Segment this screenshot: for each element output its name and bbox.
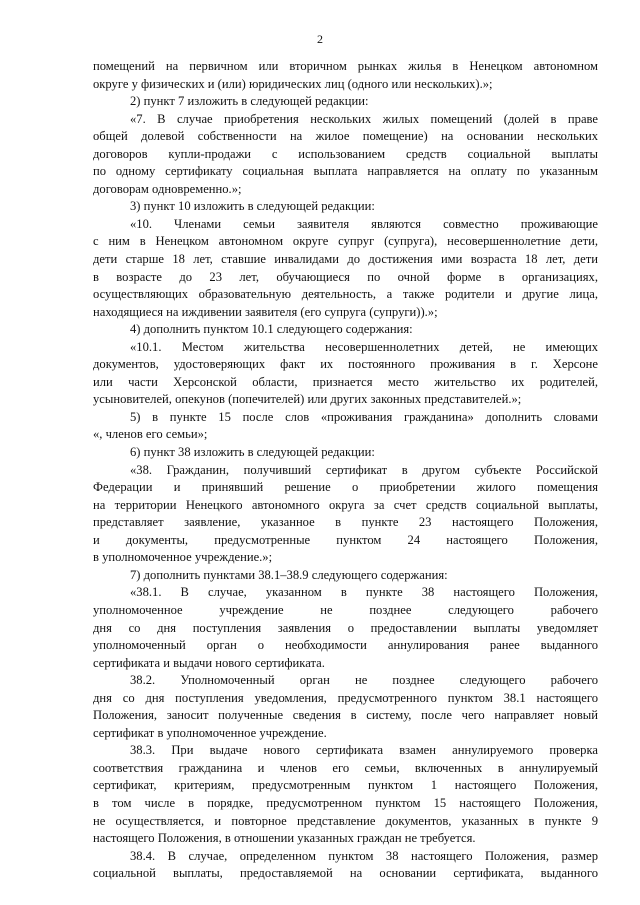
text-line: 3) пункт 10 изложить в следующей редакции: [130,199,375,214]
text-line: представляет заявление, указанное в пункте 23 настоящего Положения, [93,515,598,530]
text-line: 38.2. Уполномоченный орган не позднее следующего рабочего [130,673,598,688]
text-line: с ним в Ненецком автономном округе супруг (супруга), несовершеннолетние дети, [93,234,598,249]
text-line: сертификата и выдачи нового сертификата. [93,655,325,670]
text-line: «10.1. Местом жительства несовершеннолетних детей, не имеющих [130,339,598,354]
text-line: 5) в пункте 15 после слов «проживания гражданина» дополнить словами [130,409,598,424]
text-line: дети старше 18 лет, ставшие инвалидами до достижения ими возраста 18 лет, дети [93,252,598,267]
text-line: помещений на первичном или вторичном рынках жилья в Ненецком автономном [93,59,598,73]
text-line: уполномоченный орган о необходимости аннулирования ранее выданного [93,638,598,653]
text-line: 4) дополнить пунктом 10.1 следующего содержания: [130,322,413,337]
text-line: округе у физических и (или) юридических лиц (одного или нескольких).»; [93,76,493,91]
text-line: договорам одновременно.»; [93,181,242,196]
text-line: уполномоченное учреждение не позднее следующего рабочего [93,602,598,617]
document-body [93,58,598,883]
text-line: сертификат в уполномоченное учреждение. [93,725,327,740]
text-line: общей долевой собственности на жилое помещение) на основании нескольких [93,129,598,144]
text-line: не осуществляется, и повторное представление документов, указанных в пункте 9 [93,813,598,828]
text-line: дня со дня поступления заявления о предоставлении выплаты уведомляет [93,620,598,635]
text-line: настоящего Положения, в отношении указанных граждан не требуется. [93,831,476,846]
text-line: Положения, заносит полученные сведения в систему, после чего направляет новый [93,708,598,723]
text-line: «7. В случае приобретения нескольких жилых помещений (долей в праве [130,111,598,126]
text-line: и документы, предусмотренные пунктом 24 настоящего Положения, [93,532,598,547]
text-line: сертификат, критериям, предусмотренным пунктом 1 настоящего Положения, [93,778,598,793]
text-line: дня со дня поступления уведомления, предусмотренного пунктом 38.1 настоящего [93,690,598,705]
text-line: социальной выплаты, предоставляемой на основании сертификата, выданного [93,866,598,881]
text-line: Федерации и принявший решение о приобретении жилого помещения [93,480,598,495]
text-line: 7) дополнить пунктами 38.1–38.9 следующего содержания: [130,567,448,582]
text-line: «38. Гражданин, получивший сертификат в другом субъекте Российской [130,462,598,477]
text-line: или части Херсонской области, признается место жительство их родителей, [93,374,598,389]
page-number: 2 [317,32,323,46]
text-line: соответствия гражданина и членов его семьи, включенных в аннулируемый [93,760,598,775]
text-line: в том числе в порядке, предусмотренном пунктом 15 настоящего Положения, [93,795,598,810]
text-line: 38.3. При выдаче нового сертификата взамен аннулируемого проверка [130,743,598,758]
text-line: осуществляющих образовательную деятельность, а также родители и другие лица, [93,287,598,302]
text-line: «, членов его семьи»; [93,427,208,442]
text-line: по одному сертификату социальная выплата направляется на оплату по указанным [93,164,598,179]
text-line: усыновителей, опекунов (попечителей) или других законных представителей.»; [93,392,522,407]
text-line: документов, удостоверяющих факт их постоянного проживания в г. Херсоне [93,357,598,372]
text-line: на территории Ненецкого автономного округа за счет средств социальной выплаты, [93,497,598,512]
text-line: «38.1. В случае, указанном в пункте 38 настоящего Положения, [130,585,598,600]
text-line: в уполномоченное учреждение.»; [93,550,273,565]
text-line: договоров купли-продажи с использованием средств социальной выплаты [93,146,598,161]
text-line: находящиеся на иждивении заявителя (его супруга (супруги)).»; [93,304,438,319]
text-line: в возрасте до 23 лет, обучающиеся по очной форме в организациях, [93,269,598,284]
text-line: 38.4. В случае, определенном пунктом 38 настоящего Положения, размер [130,848,598,863]
text-line: «10. Членами семьи заявителя являются совместно проживающие [130,216,598,231]
text-line: 6) пункт 38 изложить в следующей редакции: [130,445,375,460]
text-line: 2) пункт 7 изложить в следующей редакции: [130,94,369,109]
